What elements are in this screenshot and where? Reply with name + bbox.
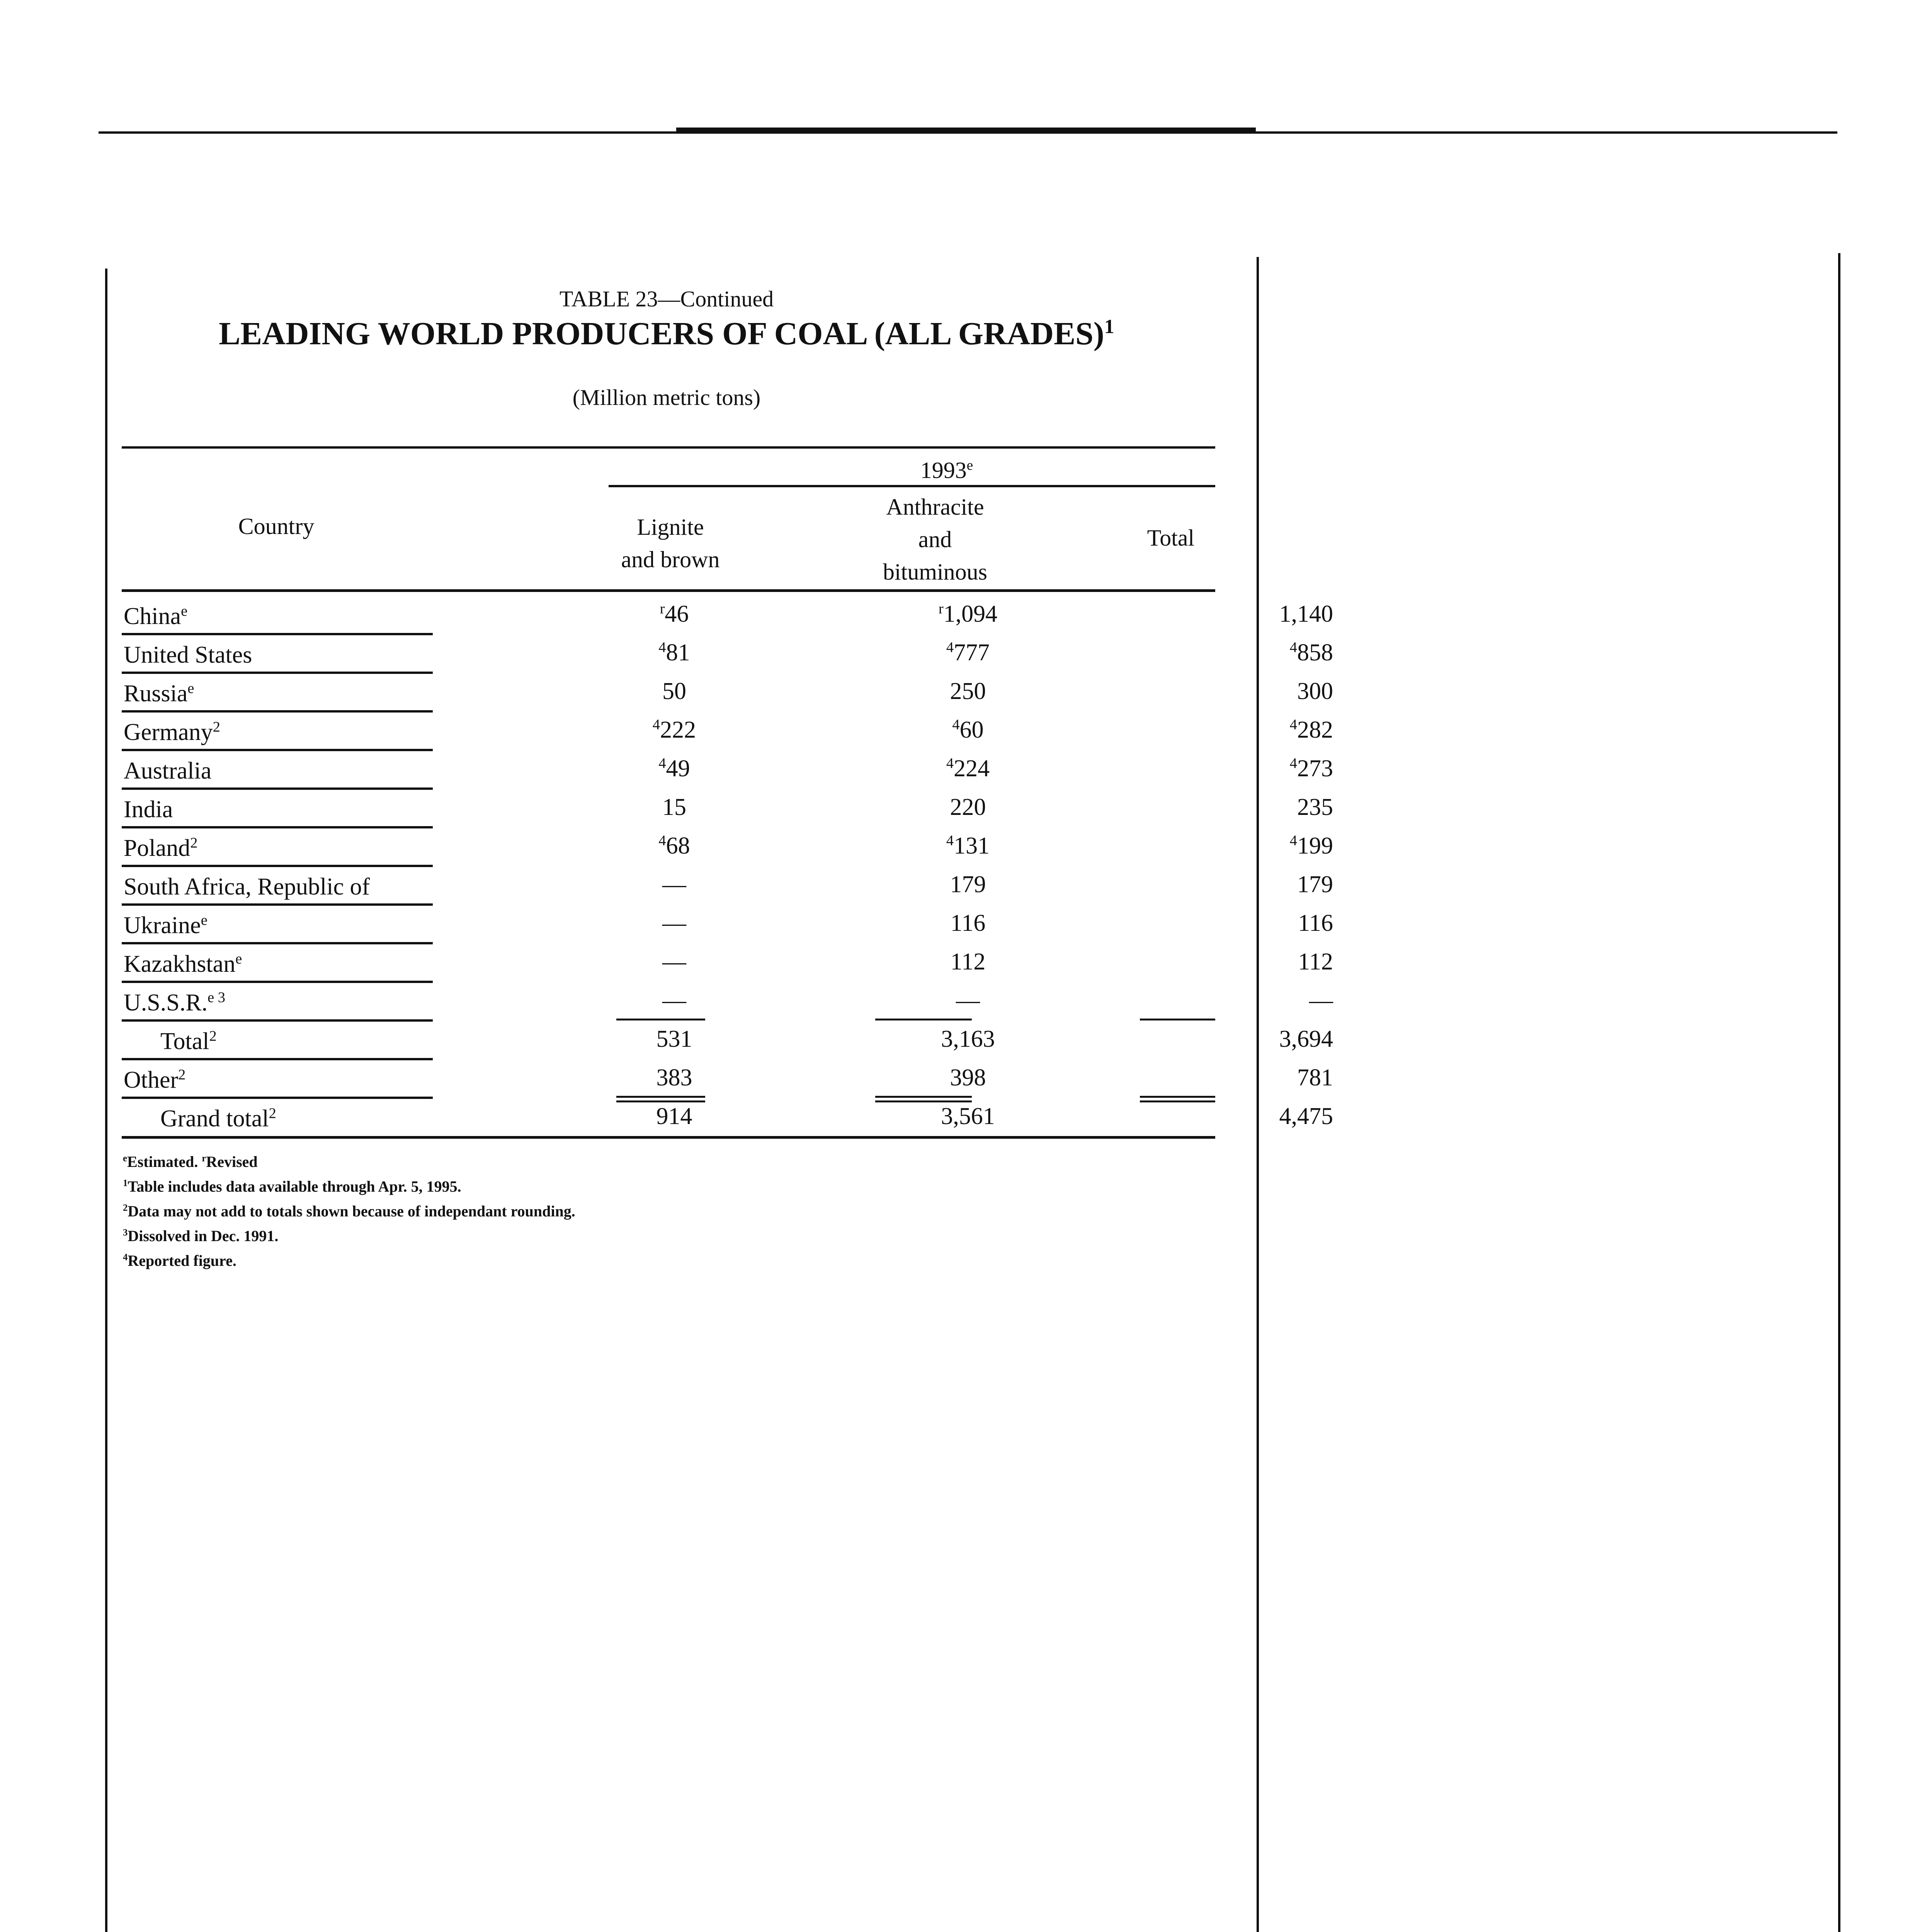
- lignite-value: —: [662, 910, 686, 936]
- footnote-text: Estimated.: [127, 1153, 202, 1170]
- total-value: 112: [1298, 949, 1333, 975]
- anthracite-value: —: [956, 987, 980, 1014]
- table-row: [122, 750, 1333, 788]
- total-mark: 4: [1289, 755, 1297, 772]
- anthracite-cell: [879, 755, 1057, 782]
- lignite-cell: [616, 987, 732, 1014]
- table-units: (Million metric tons): [572, 385, 761, 410]
- total-label-cell: [160, 1028, 217, 1055]
- footnote-mark: 4: [123, 1252, 128, 1263]
- footnote-line: [123, 1224, 575, 1248]
- lignite-value: —: [662, 949, 686, 975]
- anthracite-value: 131: [954, 833, 990, 859]
- total-cell: [1088, 948, 1337, 976]
- anthracite-cell: [879, 600, 1057, 628]
- footnote-text: Reported figure.: [128, 1252, 236, 1269]
- lignite-cell: [616, 678, 732, 705]
- grand-total-label-cell: [160, 1105, 276, 1133]
- anthracite-cell: [879, 716, 1057, 744]
- country-cell: [124, 873, 370, 901]
- total-cell: 3,694: [1279, 1026, 1333, 1052]
- table-caption: TABLE 23—Continued: [559, 286, 774, 311]
- footnote-mark: r: [202, 1153, 206, 1164]
- lignite-value: 46: [665, 601, 689, 627]
- anthracite-mark: 4: [952, 716, 960, 733]
- top-rule-thick: [676, 128, 1256, 133]
- total-mark: 4: [1289, 639, 1297, 656]
- anthracite-value: 220: [950, 794, 986, 820]
- lignite-mark: 4: [658, 832, 666, 849]
- anthracite-cell: 3,561: [941, 1103, 995, 1129]
- middle-column-rule: [1257, 257, 1259, 1932]
- header-country: Country: [238, 514, 315, 539]
- anthracite-mark: 4: [946, 755, 954, 772]
- anthracite-value: 60: [959, 717, 984, 743]
- lignite-value: 68: [666, 833, 690, 859]
- grand-total-label: Grand total: [160, 1105, 269, 1132]
- table-row: [122, 827, 1333, 866]
- anthracite-mark: r: [938, 600, 944, 617]
- anthracite-value: 179: [950, 871, 986, 898]
- header-year: [850, 454, 1043, 486]
- header-anthracite-line-1: Anthracite: [886, 494, 984, 520]
- total-value: 858: [1297, 639, 1333, 666]
- lignite-cell: 383: [656, 1065, 692, 1091]
- header-lignite-line-2: and brown: [621, 547, 720, 572]
- grand-total-row: [122, 1097, 1333, 1136]
- lignite-mark: 4: [658, 639, 666, 656]
- total-cell: [1088, 678, 1337, 705]
- total-value: 282: [1297, 717, 1333, 743]
- total-cell: [1088, 639, 1337, 667]
- country-cell: [124, 757, 211, 785]
- country-name: Kazakhstan: [124, 951, 236, 977]
- country-name: Australia: [124, 758, 212, 784]
- total-value: 235: [1297, 794, 1333, 820]
- country-mark: e: [187, 680, 194, 697]
- subtotal-rule-lignite: [616, 1019, 705, 1020]
- lignite-mark: 4: [658, 755, 666, 772]
- total-cell: [1088, 755, 1337, 782]
- total-mark: 4: [1289, 716, 1297, 733]
- footnote-line: [123, 1174, 575, 1199]
- anthracite-cell: [879, 832, 1057, 860]
- subtotal-rule-anthracite: [875, 1019, 972, 1020]
- grand-total-label-mark: 2: [269, 1105, 276, 1122]
- header-year-mark: e: [966, 457, 973, 473]
- footnote-mark: 2: [123, 1202, 128, 1213]
- table-row: [122, 904, 1333, 943]
- total-label-mark: 2: [209, 1028, 217, 1044]
- lignite-value: 222: [660, 717, 696, 743]
- total-label: Total: [160, 1028, 209, 1054]
- lignite-cell: [616, 871, 732, 898]
- total-value: 300: [1297, 678, 1333, 704]
- country-name: South Africa, Republic of: [124, 874, 370, 900]
- country-cell: [124, 680, 194, 707]
- country-cell: [124, 835, 197, 862]
- header-anthracite: [827, 491, 1043, 588]
- anthracite-cell: 398: [950, 1065, 986, 1091]
- country-cell: [124, 641, 252, 669]
- lignite-cell: [616, 716, 732, 744]
- anthracite-cell: [879, 794, 1057, 821]
- country-mark: e 3: [207, 989, 225, 1006]
- country-cell: [124, 989, 225, 1017]
- country-name: China: [124, 603, 181, 629]
- country-name: Germany: [124, 719, 213, 745]
- anthracite-value: 777: [954, 639, 990, 666]
- country-mark: e: [235, 951, 242, 967]
- double-rule-total-b: [1140, 1100, 1215, 1102]
- country-cell: [124, 603, 187, 630]
- lignite-value: 15: [662, 794, 686, 820]
- other-label-cell: [124, 1066, 185, 1094]
- double-rule-anthracite-b: [875, 1100, 972, 1102]
- country-mark: e: [181, 603, 188, 619]
- total-cell: 781: [1297, 1065, 1333, 1091]
- country-name: India: [124, 796, 173, 823]
- country-mark: e: [201, 912, 207, 929]
- footnote-line: [123, 1199, 575, 1224]
- footnote-text: Table includes data available through Apr. 5, 1995.: [128, 1178, 461, 1195]
- lignite-value: 81: [666, 639, 690, 666]
- double-rule-total-a: [1140, 1096, 1215, 1098]
- lignite-cell: [616, 948, 732, 976]
- lignite-mark: 4: [652, 716, 660, 733]
- header-bottom-rule: [122, 589, 1215, 592]
- footnote-mark: e: [123, 1153, 128, 1164]
- anthracite-cell: [879, 871, 1057, 898]
- total-cell: [1088, 794, 1337, 821]
- table-row: [122, 788, 1333, 827]
- table-title-text: LEADING WORLD PRODUCERS OF COAL (ALL GRADES): [219, 316, 1104, 352]
- total-value: 179: [1297, 871, 1333, 898]
- other-label-mark: 2: [178, 1066, 186, 1083]
- country-mark: 2: [190, 835, 198, 851]
- total-cell: [1088, 987, 1337, 1014]
- anthracite-mark: 4: [946, 639, 954, 656]
- total-value: 273: [1297, 755, 1333, 782]
- total-value: 199: [1297, 833, 1333, 859]
- total-row: [122, 1020, 1333, 1059]
- country-cell: [124, 951, 242, 978]
- total-cell: [1088, 910, 1337, 937]
- left-column-rule: [105, 269, 107, 1932]
- country-cell: [124, 719, 220, 746]
- double-rule-lignite-a: [616, 1096, 705, 1098]
- country-mark: 2: [213, 719, 220, 735]
- country-name: United States: [124, 642, 252, 668]
- anthracite-cell: [879, 948, 1057, 976]
- footnote-text: Data may not add to totals shown because of independant rounding.: [128, 1202, 575, 1220]
- table-bottom-rule: [122, 1136, 1215, 1139]
- anthracite-cell: [879, 987, 1057, 1014]
- anthracite-value: 116: [950, 910, 986, 936]
- lignite-cell: [616, 755, 732, 782]
- total-value: —: [1309, 987, 1333, 1014]
- header-anthracite-line-2: and: [918, 527, 952, 552]
- anthracite-value: 112: [950, 949, 986, 975]
- anthracite-value: 224: [954, 755, 990, 782]
- header-lignite-line-1: Lignite: [637, 514, 704, 540]
- footnote-text: Revised: [206, 1153, 258, 1170]
- total-value: 116: [1298, 910, 1333, 936]
- lignite-value: 49: [666, 755, 690, 782]
- table-row: [122, 672, 1333, 711]
- anthracite-mark: 4: [946, 832, 954, 849]
- country-cell: [124, 912, 207, 939]
- header-year-text: 1993: [920, 457, 967, 483]
- table-row: [122, 634, 1333, 672]
- total-mark: 4: [1289, 832, 1297, 849]
- footnote-mark: 1: [123, 1178, 128, 1189]
- anthracite-cell: [879, 678, 1057, 705]
- header-lignite: [562, 511, 779, 576]
- lignite-cell: 914: [656, 1103, 692, 1129]
- lignite-cell: [616, 600, 732, 628]
- country-name: Ukraine: [124, 912, 201, 939]
- header-anthracite-line-3: bituminous: [883, 559, 988, 585]
- lignite-cell: [616, 910, 732, 937]
- total-cell: [1088, 716, 1337, 744]
- table-row: [122, 711, 1333, 750]
- table-row: [122, 595, 1333, 634]
- total-cell: [1088, 832, 1337, 860]
- total-cell: 4,475: [1279, 1103, 1333, 1129]
- header-total: Total: [1147, 525, 1195, 551]
- footnote-line: [123, 1248, 575, 1273]
- country-name: Russia: [124, 680, 188, 707]
- anthracite-value: 250: [950, 678, 986, 704]
- anthracite-value: 1,094: [943, 601, 998, 627]
- lignite-value: —: [662, 871, 686, 898]
- data-table: [122, 595, 1333, 1136]
- lignite-value: —: [662, 987, 686, 1014]
- table-title: [116, 315, 1217, 352]
- total-cell: [1088, 871, 1337, 898]
- lignite-cell: [616, 832, 732, 860]
- other-label: Other: [124, 1067, 179, 1093]
- table-row: [122, 943, 1333, 981]
- header-top-rule: [122, 446, 1215, 449]
- double-rule-anthracite-a: [875, 1096, 972, 1098]
- lignite-cell: 531: [656, 1026, 692, 1052]
- country-cell: [124, 796, 173, 823]
- footnote-mark: 3: [123, 1227, 128, 1238]
- anthracite-cell: [879, 639, 1057, 667]
- footnote-line: [123, 1150, 575, 1174]
- anthracite-cell: 3,163: [941, 1026, 995, 1052]
- double-rule-lignite-b: [616, 1100, 705, 1102]
- lignite-cell: [616, 639, 732, 667]
- lignite-value: 50: [662, 678, 686, 704]
- lignite-cell: [616, 794, 732, 821]
- lignite-mark: r: [660, 600, 665, 617]
- country-name: U.S.S.R.: [124, 990, 208, 1016]
- total-cell: [1088, 600, 1337, 628]
- anthracite-cell: [879, 910, 1057, 937]
- footnotes: [123, 1150, 575, 1273]
- footnote-text: Dissolved in Dec. 1991.: [128, 1227, 279, 1245]
- country-name: Poland: [124, 835, 190, 861]
- total-value: 1,140: [1279, 601, 1333, 627]
- other-row: [122, 1059, 1333, 1097]
- table-row: [122, 866, 1333, 904]
- subtotal-rule-total: [1140, 1019, 1215, 1020]
- right-column-rule: [1838, 253, 1840, 1932]
- table-row: [122, 981, 1333, 1020]
- title-footnote-mark: 1: [1104, 316, 1114, 338]
